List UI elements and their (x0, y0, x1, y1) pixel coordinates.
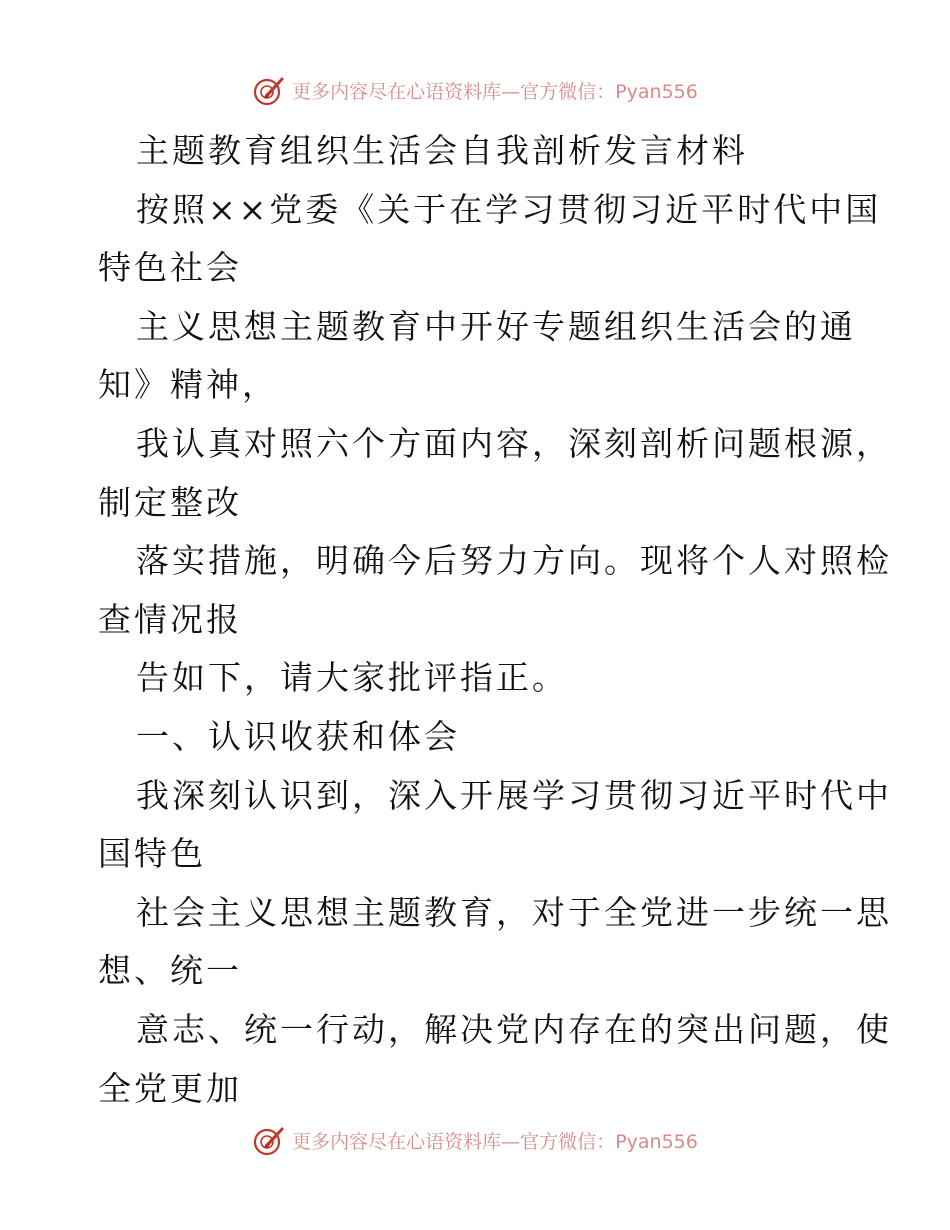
watermark-contact: 官方微信： (520, 1130, 616, 1153)
text-line: 查情况报 (98, 599, 242, 639)
watermark-text (292, 77, 698, 104)
text-line: 知》精神， (98, 365, 278, 405)
watermark-group (252, 73, 698, 107)
text-line: 主义思想主题教育中开好专题组织生活会的通 (136, 306, 856, 346)
watermark-contact: 官方微信： (520, 80, 616, 103)
text-line: 社会主义思想主题教育，对于全党进一步统一思 (136, 892, 892, 932)
text-line: 告如下，请大家批评指正。 (136, 658, 568, 698)
text-line: 制定整改 (98, 482, 242, 522)
document-title: 主题教育组织生活会自我剖析发言材料 (136, 131, 748, 170)
text-line: 特色社会 (98, 248, 242, 288)
text-line: 意志、统一行动，解决党内存在的突出问题，使 (136, 1009, 892, 1049)
header-watermark (0, 70, 950, 110)
watermark-id: Pyan556 (615, 80, 698, 103)
watermark-id: Pyan556 (615, 1130, 698, 1153)
watermark-group (252, 1123, 698, 1157)
watermark-separator: — (501, 80, 521, 103)
text-line: 我深刻认识到，深入开展学习贯彻习近平时代中 (136, 775, 892, 815)
quill-logo-icon (252, 1123, 286, 1157)
footer-watermark (0, 1120, 950, 1160)
section-heading: 一、认识收获和体会 (136, 716, 460, 756)
watermark-title: 更多内容尽在心语资料库 (292, 80, 502, 103)
watermark-text (292, 1127, 698, 1154)
text-line: 想、统一 (98, 951, 242, 991)
text-line: 落实措施，明确今后努力方向。现将个人对照检 (136, 541, 892, 581)
quill-logo-icon (252, 73, 286, 107)
text-line: 我认真对照六个方面内容，深刻剖析问题根源， (136, 423, 892, 463)
text-line: 按照××党委《关于在学习贯彻习近平时代中国 (136, 189, 882, 229)
watermark-separator: — (501, 1130, 521, 1153)
text-line: 国特色 (98, 834, 206, 874)
document-body (98, 122, 892, 1118)
watermark-title: 更多内容尽在心语资料库 (292, 1130, 502, 1153)
text-line: 全党更加 (98, 1068, 242, 1108)
